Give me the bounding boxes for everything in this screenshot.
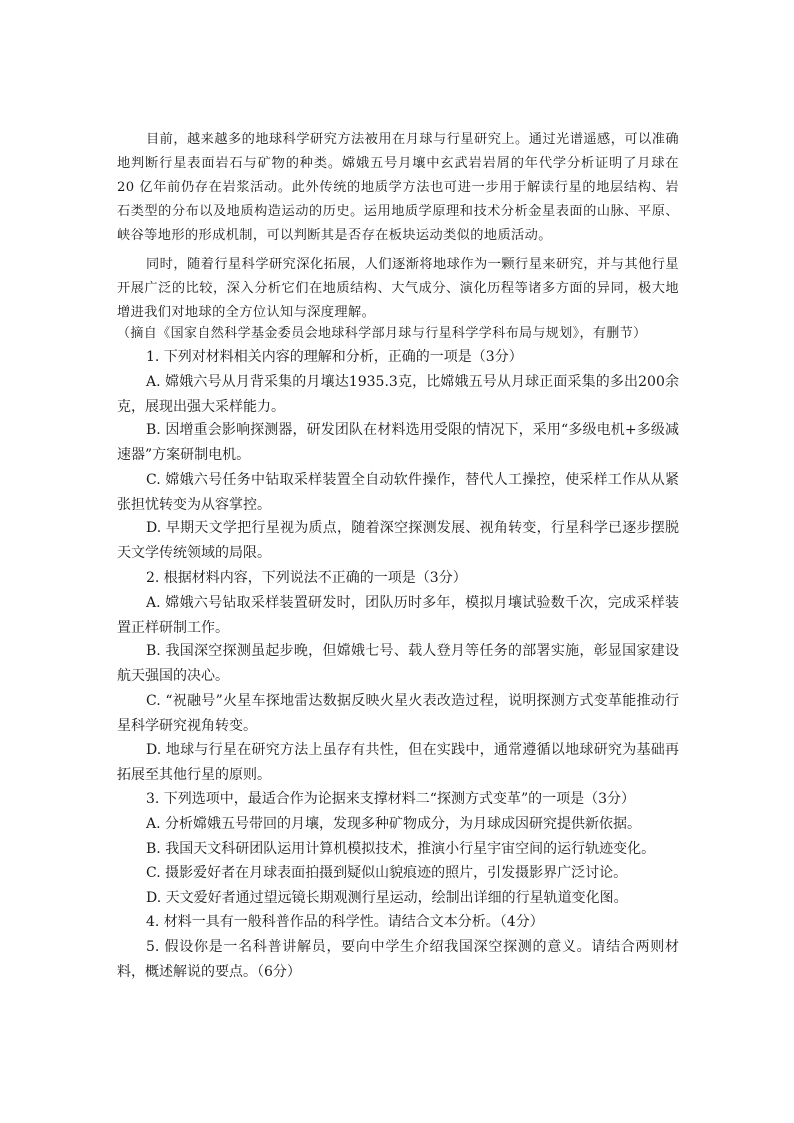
question-3-option-b: B. 我国天文科研团队运用计算机模拟技术，推演小行星宇宙空间的运行轨迹变化。: [146, 841, 656, 857]
question-3-option-d: D. 天文爱好者通过望远镜长期观测行星运动，绘制出详细的行星轨道变化图。: [146, 890, 628, 906]
question-3-option-c: C. 摄影爱好者在月球表面拍摄到疑似山貌痕迹的照片，引发摄影界广泛讨论。: [146, 865, 628, 881]
question-2-option-a: A. 嫦娥六号钻取采样装置研发时，团队历时多年，模拟月壤试验数千次，完成采样装置正样研制工作。: [117, 595, 679, 636]
question-1-option-a: A. 嫦娥六号从月背采集的月壤达1935.3克，比嫦娥五号从月球正面采集的多出200余克，展现出强大采样能力。: [117, 374, 679, 415]
question-1-option-b: B. 因增重会影响探测器，研发团队在材料选用受限的情况下，采用“多级电机+多级减速器”方案研制电机。: [117, 422, 679, 463]
question-2-option-b: B. 我国深空探测虽起步晚，但嫦娥七号、载人登月等任务的部署实施，彰显国家建设航天强国的决心。: [117, 643, 679, 684]
passage-paragraph-2: 同时，随着行星科学研究深化拓展，人们逐渐将地球作为一颗行星来研究，并与其他行星开展广泛的比较，深入分析它们在地质结构、大气成分、演化历程等诸多方面的异同，极大地增进我们对地球的全方位认知与深度理解。: [117, 257, 679, 320]
passage-paragraph-1: 目前，越来越多的地球科学研究方法被用在月球与行星研究上。通过光谱遥感，可以准确地判断行星表面岩石与矿物的种类。嫦娥五号月壤中玄武岩岩屑的年代学分析证明了月球在 20 亿年前仍存在岩浆活动。此外传统的地质学方法也可进一步用于解读行星的地层结构、岩石类型的分布以及地质构造运动的历史。运用地质学原理和技术分析金星表面的山脉、平原、峡谷等地形的形成机制，可以判断其是否存在板块运动类似的地质活动。: [117, 132, 679, 243]
question-1-option-c: C. 嫦娥六号任务中钻取采样装置全自动软件操作，替代人工操控，使采样工作从从紧张担忧转变为从容掌控。: [117, 472, 679, 513]
question-4-stem: 4. 材料一具有一般科普作品的科学性。请结合文本分析。（4分）: [146, 914, 544, 930]
question-3-option-a: A. 分析嫦娥五号带回的月壤，发现多种矿物成分，为月球成因研究提供新依据。: [146, 816, 642, 832]
question-3-stem: 3. 下列选项中，最适合作为论据来支撑材料二“探测方式变革”的一项是（3分）: [146, 791, 636, 807]
question-2-option-d: D. 地球与行星在研究方法上虽存有共性，但在实践中，通常遵循以地球研究为基础再拓展至其他行星的原则。: [117, 742, 679, 783]
question-1-option-d: D. 早期天文学把行星视为质点，随着深空探测发展、视角转变，行星科学已逐步摆脱天文学传统领域的局限。: [117, 520, 679, 561]
question-5-stem: 5. 假设你是一名科普讲解员，要向中学生介绍我国深空探测的意义。请结合两则材料，概述解说的要点。（6分）: [117, 939, 679, 980]
passage-source: （摘自《国家自然科学基金委员会地球科学部月球与行星科学学科布局与规划》，有删节）: [117, 326, 647, 341]
question-2-stem: 2. 根据材料内容，下列说法不正确的一项是（3分）: [146, 570, 467, 586]
question-2-option-c: C. “祝融号”火星车探地雷达数据反映火星火表改造过程，说明探测方式变革能推动行星科学研究视角转变。: [117, 693, 679, 734]
question-1-stem: 1. 下列对材料相关内容的理解和分析，正确的一项是（3分）: [146, 349, 523, 365]
